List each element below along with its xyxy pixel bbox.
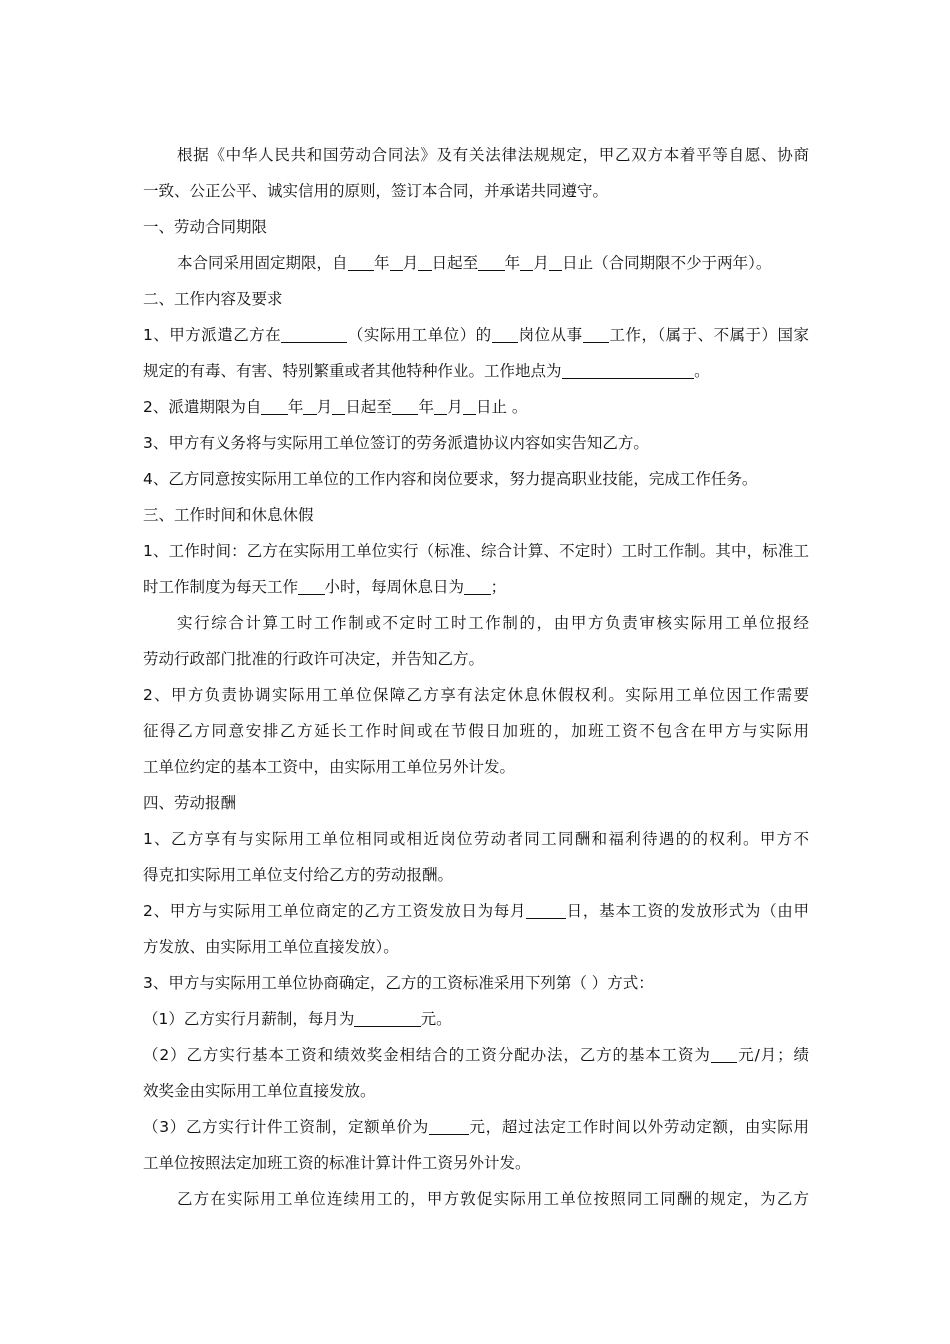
- text-segment: 得克扣实际用工单位支付给乙方的劳动报酬。: [143, 866, 454, 884]
- paragraph-line: [177, 253, 809, 273]
- text-segment: 本合同采用固定期限，自: [177, 254, 348, 272]
- text-segment: 日起至: [345, 398, 392, 416]
- text-segment: 实行综合计算工时工作制或不定时工时工作制的，由甲方负责审核实际用工单位报经: [177, 614, 809, 632]
- paragraph-line: [143, 541, 809, 561]
- paragraph-line: [143, 793, 809, 813]
- fill-in-blank: [526, 902, 566, 919]
- paragraph-line: [143, 901, 809, 921]
- text-segment: 月: [402, 254, 419, 272]
- paragraph-line: [143, 397, 809, 417]
- paragraph-line: [143, 757, 809, 777]
- text-segment: 年: [418, 398, 434, 416]
- text-segment: 劳动行政部门批准的行政许可决定，并告知乙方。: [143, 650, 485, 668]
- paragraph-line: [143, 685, 809, 705]
- fill-in-blank: [549, 254, 562, 271]
- text-segment: 1、工作时间：乙方在实际用工单位实行（标准、综合计算、不定时）工时工作制。其中，标准工: [143, 542, 809, 560]
- paragraph-line: [143, 1081, 809, 1101]
- paragraph-line: [143, 361, 809, 381]
- text-segment: 一致、公正公平、诚实信用的原则，签订本合同，并承诺共同遵守。: [143, 182, 609, 200]
- fill-in-blank: [711, 1046, 738, 1063]
- text-segment: 月: [316, 398, 333, 416]
- text-segment: 日止 。: [475, 398, 528, 416]
- text-segment: 2、派遣期限为自: [143, 398, 262, 416]
- text-segment: 月: [447, 398, 463, 416]
- text-segment: （实际用工单位）的: [347, 326, 492, 344]
- fill-in-blank: [418, 254, 431, 271]
- text-segment: 效奖金由实际用工单位直接发放。: [143, 1082, 376, 1100]
- text-segment: 1、甲方派遣乙方在: [143, 326, 282, 344]
- text-segment: 元。: [420, 1010, 452, 1028]
- fill-in-blank: [464, 578, 491, 595]
- paragraph-line: [143, 937, 809, 957]
- fill-in-blank: [298, 578, 325, 595]
- fill-in-blank: [332, 398, 345, 415]
- text-segment: 小时，每周休息日为: [324, 578, 465, 596]
- text-segment: 年: [504, 254, 521, 272]
- text-segment: （1）乙方实行月薪制，每月为: [143, 1010, 355, 1028]
- fill-in-blank: [434, 398, 447, 415]
- paragraph-line: [177, 613, 809, 633]
- text-segment: 时工作制度为每天工作: [143, 578, 299, 596]
- fill-in-blank: [281, 326, 347, 343]
- fill-in-blank: [583, 326, 610, 343]
- paragraph-line: [143, 973, 809, 993]
- paragraph-line: [143, 577, 809, 597]
- text-segment: 征得乙方同意安排乙方延长工作时间或在节假日加班的，加班工资不包含在甲方与实际用: [143, 722, 809, 740]
- paragraph-line: [143, 1153, 809, 1173]
- fill-in-blank: [390, 254, 403, 271]
- text-segment: 。: [694, 362, 710, 380]
- paragraph-line: [143, 1045, 809, 1065]
- text-segment: 日，基本工资的发放形式为（由甲: [565, 902, 809, 920]
- paragraph-line: [143, 721, 809, 741]
- text-segment: 岗位从事: [518, 326, 583, 344]
- fill-in-blank: [348, 254, 375, 271]
- text-segment: 月: [533, 254, 549, 272]
- fill-in-blank: [478, 254, 505, 271]
- text-segment: 1、乙方享有与实际用工单位相同或相近岗位劳动者同工同酬和福利待遇的的权利。甲方不: [143, 830, 809, 848]
- paragraph-line: [143, 181, 809, 201]
- paragraph-line: [143, 865, 809, 885]
- paragraph-line: [143, 649, 809, 669]
- paragraph-line: [143, 1009, 809, 1029]
- text-segment: 4、乙方同意按实际用工单位的工作内容和岗位要求，努力提高职业技能，完成工作任务。: [143, 470, 758, 488]
- paragraph-line: [143, 217, 809, 237]
- text-segment: 3、甲方与实际用工单位协商确定，乙方的工资标准采用下列第（ ）方式：: [143, 974, 654, 992]
- fill-in-blank: [261, 398, 288, 415]
- text-segment: 二、工作内容及要求: [143, 290, 283, 308]
- fill-in-blank: [562, 362, 695, 379]
- fill-in-blank: [392, 398, 419, 415]
- paragraph-line: [177, 145, 809, 165]
- paragraph-line: [177, 1189, 809, 1209]
- text-segment: 四、劳动报酬: [143, 794, 237, 812]
- fill-in-blank: [520, 254, 533, 271]
- paragraph-line: [143, 325, 809, 345]
- paragraph-line: [143, 433, 809, 453]
- text-segment: 年: [374, 254, 390, 272]
- text-segment: （2）乙方实行基本工资和绩效奖金相结合的工资分配办法，乙方的基本工资为: [143, 1046, 711, 1064]
- text-segment: 日止（合同期限不少于两年）。: [562, 254, 772, 272]
- text-segment: 工单位约定的基本工资中，由实际用工单位另外计发。: [143, 758, 516, 776]
- fill-in-blank: [463, 398, 476, 415]
- text-segment: 方发放、由实际用工单位直接发放）。: [143, 938, 399, 956]
- fill-in-blank: [429, 1118, 469, 1135]
- text-segment: 工作，（属于、不属于）国家: [609, 326, 809, 344]
- paragraph-line: [143, 829, 809, 849]
- text-segment: 工单位按照法定加班工资的标准计算计件工资另外计发。: [143, 1154, 531, 1172]
- text-segment: 乙方在实际用工单位连续用工的，甲方敦促实际用工单位按照同工同酬的规定，为乙方: [177, 1190, 809, 1208]
- paragraph-line: [143, 289, 809, 309]
- text-segment: 2、甲方负责协调实际用工单位保障乙方享有法定休息休假权利。实际用工单位因工作需要: [143, 686, 809, 704]
- text-segment: 根据《中华人民共和国劳动合同法》及有关法律法规规定，甲乙双方本着平等自愿、协商: [177, 146, 809, 164]
- text-segment: 三、工作时间和休息休假: [143, 506, 314, 524]
- text-segment: 3、甲方有义务将与实际用工单位签订的劳务派遣协议内容如实告知乙方。: [143, 434, 649, 452]
- text-segment: 年: [287, 398, 304, 416]
- text-segment: 日起至: [431, 254, 479, 272]
- fill-in-blank: [303, 398, 316, 415]
- paragraph-line: [143, 1117, 809, 1137]
- paragraph-line: [143, 469, 809, 489]
- text-segment: （3）乙方实行计件工资制，定额单价为: [143, 1118, 429, 1136]
- text-segment: 元，超过法定工作时间以外劳动定额，由实际用: [468, 1118, 809, 1136]
- text-segment: 一、劳动合同期限: [143, 218, 268, 236]
- fill-in-blank: [354, 1010, 420, 1027]
- fill-in-blank: [492, 326, 519, 343]
- text-segment: ；: [490, 578, 507, 596]
- text-segment: 规定的有毒、有害、特别繁重或者其他特种作业。工作地点为: [143, 362, 562, 380]
- text-segment: 2、甲方与实际用工单位商定的乙方工资发放日为每月: [143, 902, 527, 920]
- text-segment: 元/月；绩: [737, 1046, 809, 1064]
- paragraph-line: [143, 505, 809, 525]
